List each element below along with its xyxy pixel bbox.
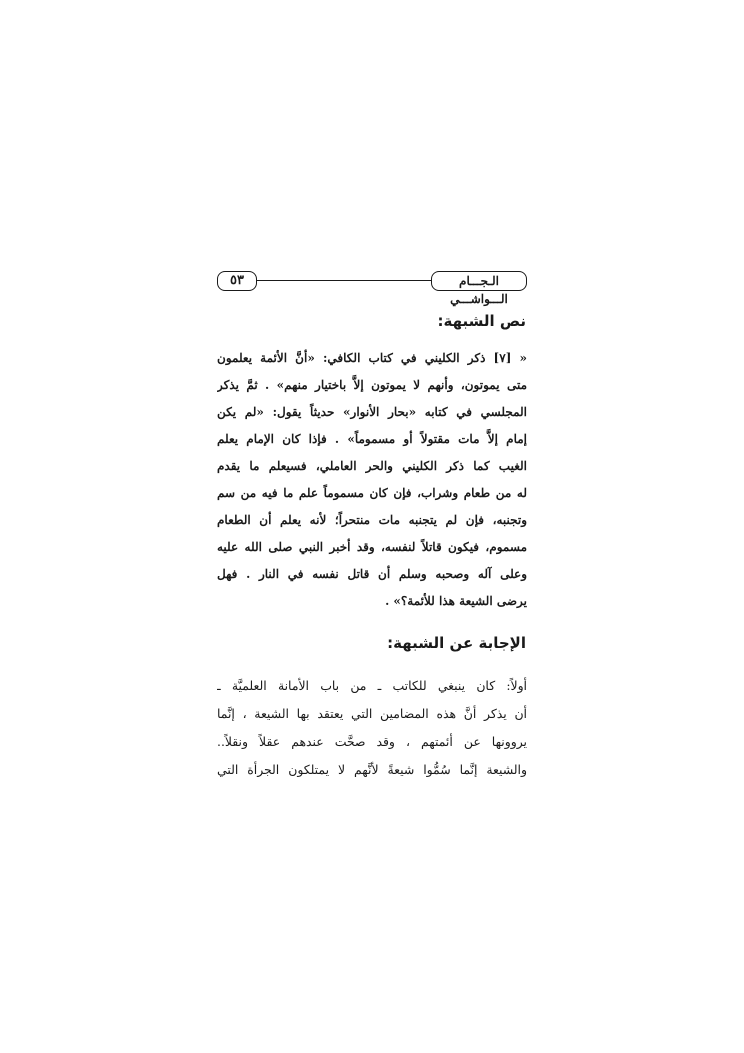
text-line: يروونها عن أئمتهم ، وقد صحَّت عندهم عقلاً ونقلاً.. (217, 734, 527, 749)
text-line: وعلى آله وصحبه وسلم أن قاتل نفسه في النار . فهل (217, 567, 527, 581)
page-header (217, 271, 527, 306)
text-line: له من طعام وشراب، فإن كان مسموماً علم ما فيه من سم (217, 486, 527, 500)
text-line: أن يذكر أنَّ هذه المضامين التي يعتقد بها الشيعة ، إنَّما (217, 706, 527, 721)
text-line: مسموم، فيكون قاتلاً لنفسه، وقد أخبر النبي صلى الله عليه (217, 540, 527, 554)
text-line: الغيب كما ذكر الكليني والحر العاملي، فسيعلم ما يقدم (217, 459, 527, 473)
answer-text (217, 672, 527, 784)
section-heading-answer: الإجابة عن الشبهة: (387, 634, 526, 652)
section-heading-doubt: نص الشبهة: (437, 312, 526, 330)
text-line: « [٧] ذكر الكليني في كتاب الكافي: «أنَّ الأئمة يعلمون (217, 351, 527, 365)
text-line: والشيعة إنَّما سُمُّوا شيعةً لأنَّهم لا يمتلكون الجرأة التي (217, 762, 527, 777)
running-title: الـجـــام الـــواشـــي (431, 271, 527, 291)
quoted-doubt-text (217, 345, 527, 615)
text-line: وتجنبه، فإن لم يتجنبه مات منتحراً؛ لأنه يعلم أن الطعام (217, 513, 527, 527)
text-line: أولاً: كان ينبغي للكاتب ـ من باب الأمانة العلميَّة ـ (217, 678, 527, 693)
page-number: ٥٣ (217, 271, 257, 291)
text-line: متى يموتون، وأنهم لا يموتون إلاَّ باختيار منهم» . ثمَّ يذكر (217, 378, 527, 392)
text-line: المجلسي في كتابه «بحار الأنوار» حديثاً يقول: «لم يكن (217, 405, 527, 419)
text-line: إمام إلاَّ مات مقتولاً أو مسموماً» . فإذا كان الإمام يعلم (217, 432, 527, 446)
text-line: يرضى الشيعة هذا للأئمة؟» . (385, 594, 527, 608)
header-rule (257, 280, 431, 281)
